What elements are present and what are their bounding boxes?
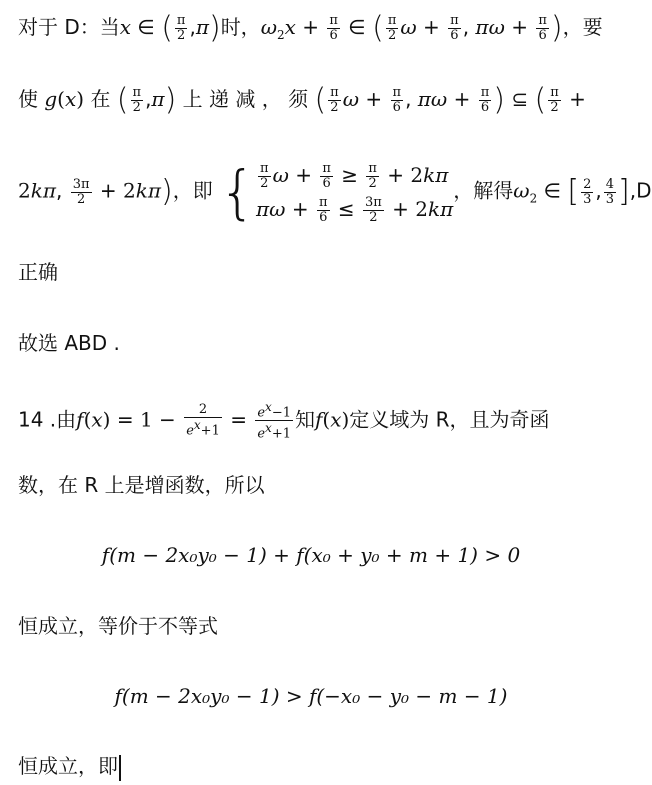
text-segment: ,D	[629, 178, 652, 203]
formula: f(m − 2x₀y₀ − 1) > f(−x₀ − y₀ − m − 1)	[114, 684, 508, 708]
text-segment: ，即	[172, 178, 213, 203]
text-segment: 正确	[18, 260, 58, 284]
text-line-1: 对于 D：当x ∈ ( $\frac{\pi}{2}$ ,π)时，$\omega_2x$ + $\frac{\pi}{6}$ ∈ ( $\frac{\pi}{2}$ ω + $\frac{\pi}{6}$ , πω + $\frac{\pi}{6}$ )，要	[18, 10, 603, 46]
text-segment: 恒成立，即	[18, 754, 118, 778]
formula-line-10	[0, 681, 622, 711]
text-segment: 时，	[220, 15, 261, 39]
formula-line-8	[0, 540, 622, 570]
text-line-6: 14 .由f(x) = 1 − $\frac{2}{e^x+1}$ = $\frac{e^x-1}{e^x+1}$ 知f(x)定义域为 R，且为奇函	[18, 400, 550, 442]
text-line-3: 2kπ, $\frac{3\pi}{2}$ + 2kπ)，即 { $\frac{\pi}{2}$ ω + $\frac{\pi}{6}$ ≥ $\frac{\pi}{2}$ + 2kπ πω + $\frac{\pi}{6}$ ≤ $\frac{3\pi}{2}$ + 2kπ ，解得$\omega_2$ ∈ [ $\frac{2}{3}$ , $\frac{4}{3}$ ],D	[18, 158, 652, 226]
text-segment: 知	[294, 407, 315, 432]
text-segment: ，解得	[453, 178, 514, 203]
text-segment: 使	[18, 87, 38, 111]
text-line-4	[18, 257, 58, 287]
formula: f(m − 2x₀y₀ − 1) + f(x₀ + y₀ + m + 1) > 0	[101, 543, 521, 567]
text-cursor	[119, 755, 121, 781]
text-segment: 故选 ABD .	[18, 331, 120, 355]
text-segment: 对于 D：当	[18, 15, 120, 39]
text-segment: 在	[90, 87, 111, 111]
text-segment: ，要	[562, 15, 603, 39]
text-segment: 14 .由	[18, 407, 77, 432]
text-segment: 恒成立，等价于不等式	[18, 614, 218, 638]
text-segment: 上 递 减 ， 须	[182, 87, 309, 111]
text-line-2: 使 g(x) 在 ( $\frac{\pi}{2}$ ,π) 上 递 减 ， 须 ( $\frac{\pi}{2}$ ω + $\frac{\pi}{6}$ , πω + $\frac{\pi}{6}$ ) ⊆ ( $\frac{\pi}{2}$ +	[18, 82, 586, 118]
text-line-11	[18, 751, 121, 781]
text-line-5	[18, 328, 120, 358]
text-segment: 数，在 R 上是增函数，所以	[18, 473, 265, 497]
text-line-7	[18, 470, 265, 500]
text-line-9	[18, 611, 218, 641]
text-segment: 定义域为 R，且为奇函	[349, 407, 550, 432]
